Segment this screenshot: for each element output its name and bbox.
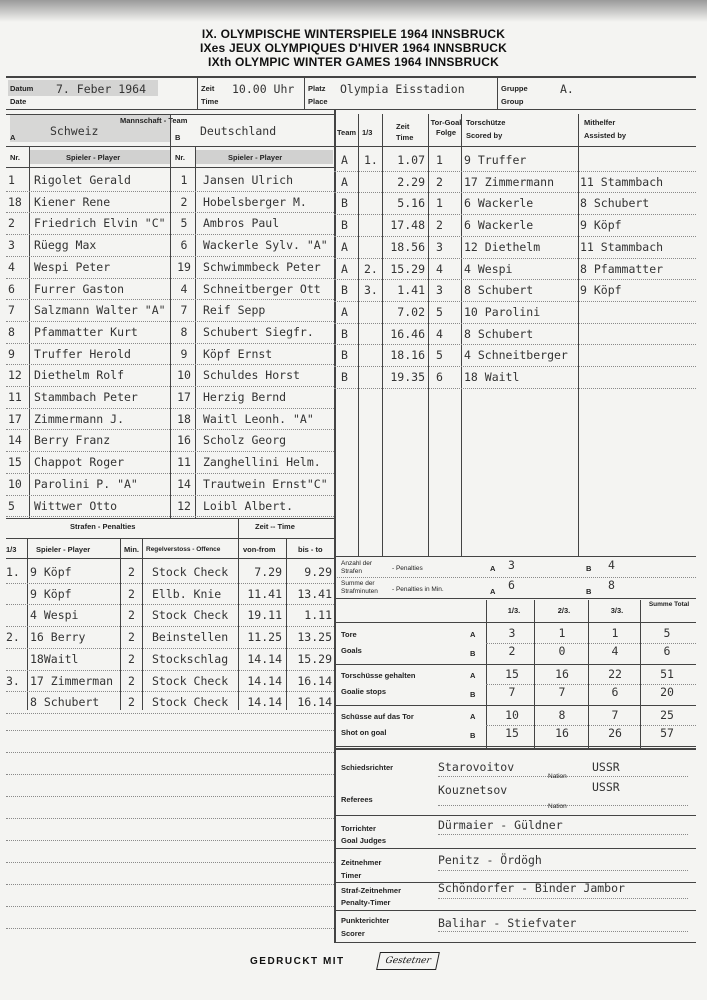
summary-period-header: 1/3. [507, 606, 521, 615]
goal-scorer: 12 Diethelm [464, 239, 541, 254]
roster-b-number: 11 [177, 455, 191, 470]
penalty-period: 1. [6, 565, 20, 579]
roster-a-number: 8 [8, 324, 15, 339]
goal-team: B [341, 326, 348, 341]
penalty-minutes-b: 8 [608, 578, 615, 592]
penalty-to-header: bis - to [298, 545, 323, 554]
gestetner-logo-text: Gestetner [384, 956, 432, 966]
referee-1-nation: USSR [592, 760, 620, 774]
summary-row-label-de: Tore [341, 630, 357, 639]
goal-time: 16.46 [390, 326, 425, 341]
roster-a-number: 17 [8, 411, 22, 426]
timer-label: Timer [341, 871, 362, 880]
roster-a-number: 1 [8, 173, 15, 187]
roster-b-number: 2 [180, 194, 188, 209]
summary-value-a: 16 [555, 667, 569, 681]
roster-a-player: Friedrich Elvin "C" [34, 216, 166, 231]
roster-b-player-header: Spieler - Player [228, 153, 283, 162]
roster-a-player: Wittwer Otto [34, 498, 118, 513]
roster-a-player: Chappot Roger [34, 455, 125, 470]
summary-mid-line [486, 643, 696, 644]
goal-team-header: Team [337, 128, 357, 137]
roster-b-player: Jansen Ulrich [203, 173, 294, 187]
team-a-name: Schweiz [50, 124, 99, 138]
goal-team: B [341, 348, 348, 363]
roster-a-player: Zimmermann J. [34, 411, 125, 426]
summary-value-b: 7 [508, 685, 516, 699]
goal-sequence: 3 [436, 283, 443, 298]
goal-time: 15.29 [390, 261, 425, 276]
summary-row-label-en: Shot on goal [341, 728, 387, 737]
summary-value-a: 1 [558, 626, 566, 640]
goal-row-line [334, 388, 696, 389]
zeit-label: Zeit [201, 84, 215, 93]
summary-value-b: 15 [505, 726, 519, 740]
referee-1: Starovoitov [438, 760, 515, 774]
penalty-minutes-a-letter: A [490, 587, 496, 596]
goal-row [0, 345, 707, 367]
penalty-player: 16 Berry [30, 630, 86, 645]
penalty-to: 15.29 [297, 651, 332, 666]
goal-row [0, 193, 707, 215]
roster-b-row [0, 387, 707, 409]
game-date: 7. Feber 1964 [56, 82, 147, 96]
goal-time: 1.07 [397, 153, 425, 167]
penalty-player: 17 Zimmerman [30, 673, 114, 688]
goal-assist: 9 Köpf [580, 218, 622, 233]
roster-a-number: 4 [8, 259, 15, 274]
goal-team: B [341, 283, 348, 298]
summary-value-a: 15 [505, 667, 519, 681]
team-label: Mannschaft - Team [120, 116, 188, 125]
punkterichter-label: Punkterichter [341, 916, 390, 925]
time-label: Time [201, 97, 219, 106]
goal-sequence: 1 [436, 196, 443, 211]
penalty-minutes: 2 [128, 630, 135, 645]
roster-a-number: 14 [8, 433, 22, 448]
summary-row-line [334, 746, 696, 747]
game-time: 10.00 Uhr [232, 82, 295, 96]
goal-sequence: 6 [436, 370, 443, 384]
summary-row-b-letter: B [470, 649, 476, 658]
roster-b-player: Trautwein Ernst"C" [203, 476, 328, 491]
goal-time: 7.02 [397, 304, 425, 319]
goal-judges-names: Dürmaier - Güldner [438, 818, 563, 832]
roster-a-number: 10 [8, 476, 22, 491]
goal-assist: 9 Köpf [580, 283, 622, 298]
penalty-min-header: Min. [124, 545, 139, 554]
penalty-minutes-a: 6 [508, 578, 515, 592]
goal-row [0, 259, 707, 281]
goal-scorer: 8 Schubert [464, 283, 534, 298]
referee-2-nation: USSR [592, 780, 620, 794]
roster-b-player: Herzig Bernd [203, 390, 287, 404]
goal-team: A [341, 239, 348, 254]
roster-b-number: 14 [177, 476, 191, 491]
penalty-to: 9.29 [304, 565, 332, 579]
roster-b-number: 5 [180, 216, 188, 231]
roster-b-player: Waitl Leonh. "A" [203, 411, 314, 426]
summary-header-line [334, 622, 696, 623]
goal-scorer: 8 Schubert [464, 326, 534, 341]
penalty-period: 2. [6, 630, 20, 645]
goal-row [0, 302, 707, 324]
summary-value-b: 26 [608, 726, 622, 740]
penalty-from: 14.14 [247, 673, 282, 688]
penalty-from: 14.14 [247, 651, 282, 666]
penalty-offence: Stock Check [152, 673, 229, 688]
goal-row [0, 150, 707, 172]
roster-b-number: 7 [180, 303, 188, 318]
roster-b-number: 6 [180, 238, 188, 253]
roster-a-player: Rüegg Max [34, 238, 97, 253]
nation-label-2: Nation [548, 803, 567, 810]
timer-names: Penitz - Ördögh [438, 853, 542, 867]
goal-team: B [341, 218, 348, 233]
summary-value-b: 16 [555, 726, 569, 740]
goal-row [0, 324, 707, 346]
title-german: IX. OLYMPISCHE WINTERSPIELE 1964 INNSBRUCK [201, 27, 506, 41]
roster-b-number: 16 [177, 433, 191, 448]
summary-value-b: 20 [660, 685, 674, 699]
goal-assist: 11 Stammbach [580, 239, 664, 254]
roster-a-nr-header: Nr. [10, 153, 21, 162]
goal-sequence: 1 [436, 153, 443, 167]
roster-b-number: 18 [177, 411, 191, 426]
goal-team: A [341, 174, 348, 189]
goal-row [0, 280, 707, 302]
roster-a-player: Diethelm Rolf [34, 368, 125, 383]
penalty-offence: Beinstellen [152, 630, 229, 645]
goal-time: 5.16 [397, 196, 425, 211]
summary-total-header: Summe Total [648, 601, 690, 608]
summary-value-a: 7 [611, 708, 619, 722]
roster-b-number: 17 [177, 390, 191, 404]
roster-a-number: 2 [8, 216, 15, 231]
penalty-to: 16.14 [297, 673, 332, 688]
referee-2: Kouznetsov [438, 783, 508, 797]
penalty-minutes: 2 [128, 586, 135, 601]
roster-b-row [0, 474, 707, 496]
goal-assist: 11 Stammbach [580, 174, 664, 189]
goal-scorer: 9 Truffer [464, 153, 527, 167]
penalty-minutes: 2 [128, 651, 135, 666]
goal-time: 17.48 [390, 218, 425, 233]
goal-zeit-header: Zeit [396, 122, 410, 131]
penalties-title: Strafen - Penalties [70, 522, 136, 531]
roster-b-player: Schwimmbeck Peter [203, 259, 321, 274]
summary-row-label-en: Goals [341, 646, 362, 655]
roster-a-player: Salzmann Walter "A" [34, 303, 166, 318]
goal-sequence: 4 [436, 261, 443, 276]
summary-row-a-letter: A [470, 630, 476, 639]
penalty-to: 16.14 [297, 695, 332, 710]
summary-value-b: 57 [660, 726, 674, 740]
roster-b-player: Ambros Paul [203, 216, 280, 231]
summary-mid-line [486, 725, 696, 726]
scorer-names: Balihar - Stiefvater [438, 916, 577, 930]
roster-a-number: 18 [8, 194, 22, 209]
goal-team: A [341, 153, 348, 167]
roster-a-number: 12 [8, 368, 22, 383]
goal-seq-header: Tor-Goal Folge [430, 118, 462, 137]
summary-value-a: 51 [660, 667, 674, 681]
datum-label: Datum [10, 84, 34, 93]
roster-b-number: 10 [177, 368, 191, 383]
roster-b-player: Köpf Ernst [203, 346, 273, 361]
roster-b-number: 1 [180, 173, 188, 187]
roster-a-number: 9 [8, 346, 15, 361]
goal-scorer: 6 Wackerle [464, 196, 534, 211]
goal-sequence: 2 [436, 174, 443, 189]
penalty-from: 11.25 [247, 630, 282, 645]
goal-sequence: 5 [436, 304, 443, 319]
goal-time: 2.29 [397, 174, 425, 189]
goal-scorer: 6 Wackerle [464, 218, 534, 233]
penalty-player: 9 Köpf [30, 565, 72, 579]
roster-a-number: 3 [8, 238, 15, 253]
goal-sequence: 4 [436, 326, 443, 341]
referees-label: Referees [341, 795, 373, 804]
summary-value-a: 5 [663, 626, 671, 640]
summary-row-line [334, 664, 696, 665]
goal-team: B [341, 370, 348, 384]
goal-sequence: 3 [436, 239, 443, 254]
goal-sequence: 5 [436, 348, 443, 363]
roster-b-player: Schubert Siegfr. [203, 324, 314, 339]
game-place: Olympia Eisstadion [340, 82, 465, 96]
penalty-count-label-en: - Penalties [392, 565, 423, 572]
goal-time: 18.56 [390, 239, 425, 254]
goal-team: B [341, 196, 348, 211]
goal-row [0, 172, 707, 194]
roster-b-row [0, 409, 707, 431]
penalty-from: 11.41 [247, 586, 282, 601]
printed-with-label: GEDRUCKT MIT [250, 956, 345, 967]
goal-row [0, 215, 707, 237]
roster-a-number: 11 [8, 390, 22, 404]
penalty-row-line [6, 713, 334, 714]
roster-b-row [0, 496, 707, 518]
penalty-player: 18Waitl [30, 651, 79, 666]
penalty-timer-label: Penalty-Timer [341, 898, 391, 907]
title-english: IXth OLYMPIC WINTER GAMES 1964 INNSBRUCK [208, 55, 499, 69]
goal-scorer-header-de: Torschütze [466, 118, 506, 127]
penalty-offence-header: Regelverstoss - Offence [146, 546, 221, 553]
roster-a-player: Rigolet Gerald [34, 173, 131, 187]
roster-a-player: Kiener Rene [34, 194, 111, 209]
penalty-offence: Ellb. Knie [152, 586, 222, 601]
team-a-letter: A [10, 133, 16, 142]
summary-value-b: 4 [611, 644, 619, 658]
goal-scorer: 17 Zimmermann [464, 174, 555, 189]
roster-b-number: 8 [180, 324, 188, 339]
summary-row-b-letter: B [470, 690, 476, 699]
goal-period: 1. [364, 153, 378, 167]
roster-b-player: Wackerle Sylv. "A" [203, 238, 328, 253]
scorer-label: Scorer [341, 929, 365, 938]
roster-b-number: 12 [177, 498, 191, 513]
team-b-letter: B [175, 133, 181, 142]
group-label: Group [501, 97, 524, 106]
penalty-from: 14.14 [247, 695, 282, 710]
goal-time: 19.35 [390, 370, 425, 384]
roster-a-number: 6 [8, 281, 15, 296]
penalty-player-header: Spieler - Player [36, 545, 91, 554]
goal-time-header: Time [396, 133, 414, 142]
summary-row-a-letter: A [470, 671, 476, 680]
roster-b-player: Hobelsberger M. [203, 194, 307, 209]
penalty-to: 13.41 [297, 586, 332, 601]
summary-row-a-letter: A [470, 712, 476, 721]
goal-scorer: 4 Schneitberger [464, 348, 568, 363]
torrichter-label: Torrichter [341, 824, 376, 833]
summary-value-a: 10 [505, 708, 519, 722]
roster-b-player: Schneitberger Ott [203, 281, 321, 296]
place-label: Place [308, 97, 328, 106]
penalty-count-b-letter: B [586, 564, 592, 573]
roster-b-player: Schuldes Horst [203, 368, 300, 383]
goal-team: A [341, 304, 348, 319]
penalties-zeit-time: Zeit -- Time [255, 522, 295, 531]
roster-b-player: Loibl Albert. [203, 498, 294, 513]
roster-a-number: 5 [8, 498, 15, 513]
goal-judges-label: Goal Judges [341, 836, 387, 845]
summary-value-a: 1 [611, 626, 619, 640]
penalty-offence: Stock Check [152, 608, 229, 623]
goal-period: 2. [364, 261, 378, 276]
penalty-period: 3. [6, 673, 20, 688]
summary-value-b: 6 [663, 644, 671, 658]
penalty-count-a-letter: A [490, 564, 496, 573]
penalty-to: 13.25 [297, 630, 332, 645]
goal-scorer: 18 Waitl [464, 370, 520, 384]
summary-row-b-letter: B [470, 731, 476, 740]
penalty-player: 8 Schubert [30, 695, 100, 710]
summary-value-b: 2 [508, 644, 516, 658]
title-french: IXes JEUX OLYMPIQUES D'HIVER 1964 INNSBRUCK [199, 41, 508, 55]
roster-a-player-header: Spieler - Player [66, 153, 121, 162]
roster-a-player: Parolini P. "A" [34, 476, 138, 491]
goal-assist-header-de: Mithelfer [584, 118, 616, 127]
scan-shadow [0, 0, 707, 22]
penalty-minutes-label-en: - Penalties in Min. [392, 586, 444, 593]
roster-a-player: Stammbach Peter [34, 390, 138, 404]
penalty-minutes: 2 [128, 608, 135, 623]
penalty-period-header: 1/3 [6, 545, 17, 554]
summary-period-header: 3/3. [610, 606, 624, 615]
summary-row-label-de: Schüsse auf das Tor [341, 712, 414, 721]
summary-value-b: 7 [558, 685, 566, 699]
summary-period-header: 2/3. [557, 606, 571, 615]
gruppe-label: Gruppe [501, 84, 528, 93]
goal-team: A [341, 261, 348, 276]
goal-period-header: 1/3 [362, 128, 373, 137]
penalty-minutes-b-letter: B [586, 587, 592, 596]
penalty-from: 7.29 [254, 565, 282, 579]
goal-row [0, 237, 707, 259]
roster-a-player: Berry Franz [34, 433, 111, 448]
schiedsrichter-label: Schiedsrichter [341, 763, 394, 772]
roster-b-number: 19 [177, 259, 191, 274]
roster-a-player: Furrer Gaston [34, 281, 125, 296]
goal-time: 1.41 [397, 283, 425, 298]
penalty-offence: Stock Check [152, 565, 229, 579]
penalty-minutes: 2 [128, 673, 135, 688]
summary-row-label-de: Torschüsse gehalten [341, 671, 416, 680]
goal-assist: 8 Schubert [580, 196, 650, 211]
penalty-minutes: 2 [128, 695, 135, 710]
goal-period: 3. [364, 283, 378, 298]
roster-b-player: Scholz Georg [203, 433, 287, 448]
penalty-to: 1.11 [304, 608, 332, 623]
nation-label-1: Nation [548, 773, 567, 780]
summary-value-a: 8 [558, 708, 566, 722]
summary-value-a: 3 [508, 626, 516, 640]
summary-mid-line [486, 684, 696, 685]
roster-b-nr-header: Nr. [175, 153, 186, 162]
penalty-offence: Stock Check [152, 695, 229, 710]
penalty-timer-names: Schöndorfer - Binder Jambor [438, 881, 625, 895]
summary-value-a: 25 [660, 708, 674, 722]
penalty-minutes: 2 [128, 565, 135, 579]
summary-row-label-en: Goalie stops [341, 687, 387, 696]
penalty-from-header: von-from [243, 545, 276, 554]
summary-value-a: 22 [608, 667, 622, 681]
goal-sequence: 2 [436, 218, 443, 233]
goal-row [0, 367, 707, 389]
penalty-minutes-label: Summe der Strafminuten [341, 580, 378, 595]
zeitnehmer-label: Zeitnehmer [341, 858, 382, 867]
game-group: A. [560, 82, 574, 96]
penalty-player: 4 Wespi [30, 608, 79, 623]
roster-b-row [0, 452, 707, 474]
goal-scorer-header-en: Scored by [466, 131, 503, 140]
goal-assist-header-en: Assisted by [584, 131, 627, 140]
penalty-count-label: Anzahl der Strafen [341, 560, 373, 575]
roster-a-player: Truffer Herold [34, 346, 131, 361]
roster-b-row [0, 430, 707, 452]
penalty-from: 19.11 [247, 608, 282, 623]
penalty-count-a: 3 [508, 558, 515, 572]
summary-value-b: 0 [558, 644, 566, 658]
straf-zeitnehmer-label: Straf-Zeitnehmer [341, 886, 402, 895]
roster-a-player: Pfammatter Kurt [34, 324, 138, 339]
platz-label: Platz [308, 84, 326, 93]
roster-a-number: 7 [8, 303, 15, 318]
summary-row-line [334, 705, 696, 706]
goal-time: 18.16 [390, 348, 425, 363]
goal-scorer: 10 Parolini [464, 304, 541, 319]
goal-scorer: 4 Wespi [464, 261, 513, 276]
goal-assist: 8 Pfammatter [580, 261, 664, 276]
gestetner-logo [376, 952, 440, 970]
date-label: Date [10, 97, 27, 106]
team-b-name: Deutschland [200, 124, 277, 138]
roster-b-player: Reif Sepp [203, 303, 266, 318]
roster-b-number: 4 [180, 281, 188, 296]
roster-b-player: Zanghellini Helm. [203, 455, 321, 470]
penalty-count-b: 4 [608, 558, 615, 572]
roster-a-player: Wespi Peter [34, 259, 111, 274]
roster-a-number: 15 [8, 455, 22, 470]
summary-value-b: 6 [611, 685, 619, 699]
roster-b-number: 9 [180, 346, 188, 361]
penalty-offence: Stockschlag [152, 651, 229, 666]
penalty-player: 9 Köpf [30, 586, 72, 601]
